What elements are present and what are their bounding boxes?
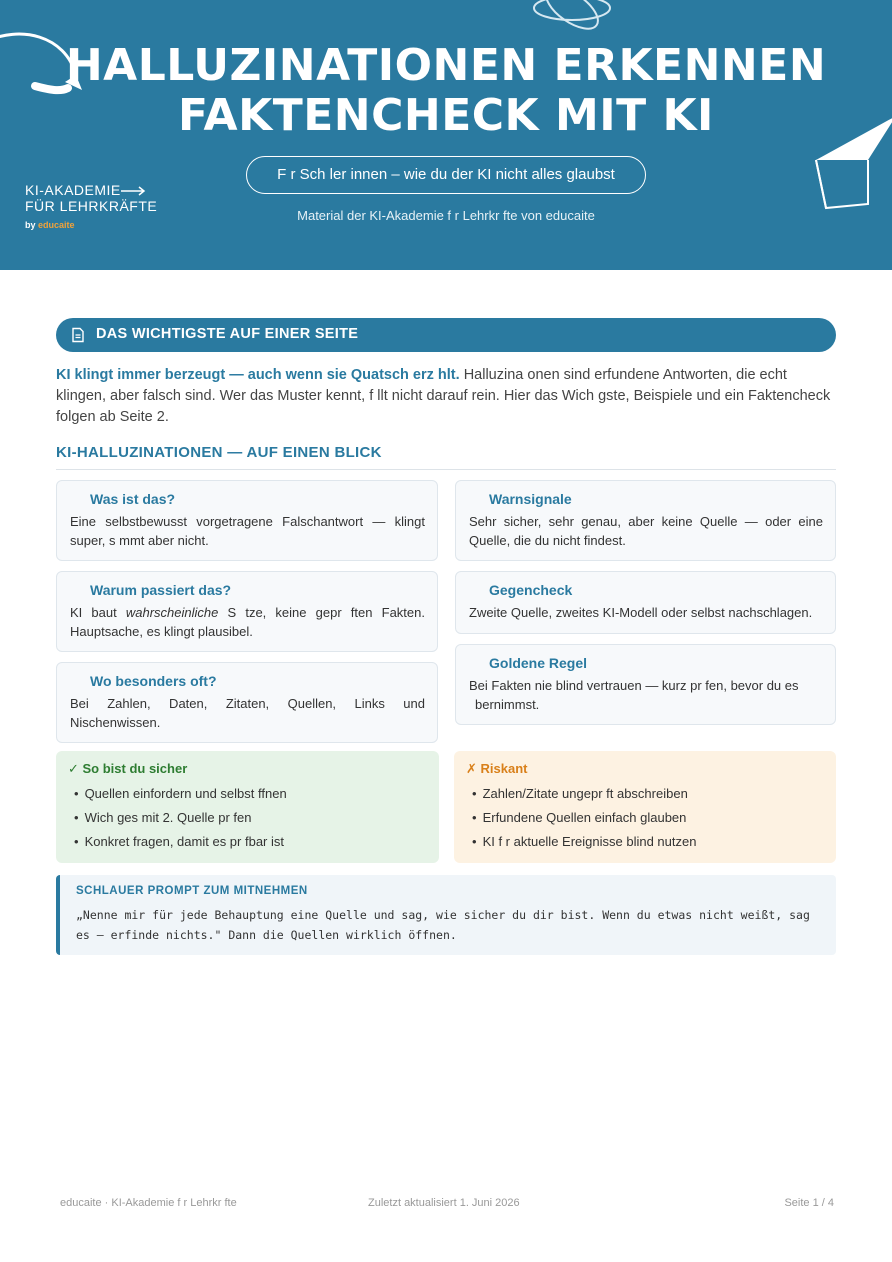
card-title: Was ist das?	[90, 491, 176, 507]
safe-box	[56, 751, 439, 863]
card-title: Warum passiert das?	[90, 582, 232, 598]
card-what	[56, 480, 438, 561]
card-body-line-1: Bei Fakten nie blind vertrauen — kurz pr fen, bevor du es	[469, 678, 799, 693]
card-body-post: S tze, keine gepr ften Fakten. Hauptsache, es klingt plausibel.	[70, 605, 425, 639]
arrow-right-icon	[121, 186, 147, 196]
overview-heading: KI-HALLUZINATIONEN — AUF EINEN BLICK	[56, 444, 382, 461]
risk-box-title: ✗ Riskant	[466, 761, 528, 776]
safe-box-title: ✓ So bist du sicher	[68, 761, 188, 776]
card-body: Eine selbstbewusst vorgetragene Falschantwort — klingt super, s mmt aber nicht.	[70, 514, 425, 548]
card-title: Warnsignale	[489, 491, 572, 507]
title-line-1: HALLUZINATIONEN ERKENNEN	[65, 40, 827, 91]
prompt-title: SCHLAUER PROMPT ZUM MITNEHMEN	[76, 885, 308, 897]
risk-box	[454, 751, 836, 863]
card-title: Wo besonders oft?	[90, 673, 217, 689]
prompt-text: „Nenne mir für jede Behauptung eine Quelle und sag, wie sicher du dir bist. Wenn du etwas nicht weißt, sag es — erfinde nichts." Dann die Quellen wirklich öffnen.	[76, 908, 810, 942]
card-body: Sehr sicher, sehr genau, aber keine Quelle — oder eine Quelle, die du nicht findest.	[469, 514, 823, 548]
logo-brand: educaite	[38, 220, 75, 230]
subtitle-pill: F r Sch ler innen – wie du der KI nicht alles glaubst	[246, 156, 646, 194]
document-icon	[70, 327, 86, 343]
card-body-emphasis: wahrscheinliche	[125, 605, 219, 620]
card-body-pre: KI baut	[70, 605, 126, 620]
card-body	[70, 603, 425, 641]
card-why	[56, 571, 438, 652]
list-item: • Erfundene Quellen einfach glauben	[472, 809, 824, 827]
logo-line-2: FÜR LEHRKRÄFTE	[25, 198, 158, 214]
intro-lead: KI klingt immer berzeugt — auch wenn sie Quatsch erz hlt.	[56, 367, 460, 383]
safe-list	[68, 785, 427, 851]
title-line-2: FAKTENCHECK MIT KI	[178, 90, 714, 141]
section-header	[56, 318, 836, 352]
footer-center: Zuletzt aktualisiert 1. Juni 2026	[368, 1197, 520, 1209]
divider	[56, 469, 836, 470]
logo	[25, 182, 157, 230]
logo-line-1-text: KI-AKADEMIE	[25, 182, 121, 198]
card-golden-rule	[455, 644, 836, 725]
risk-list	[466, 785, 824, 851]
logo-by: by	[25, 220, 39, 230]
footer-left: educaite · KI-Akademie f r Lehrkr fte	[60, 1197, 237, 1209]
card-body: Zweite Quelle, zweites KI-Modell oder selbst nachschlagen.	[469, 605, 813, 620]
list-item: • Zahlen/Zitate ungepr ft abschreiben	[472, 785, 824, 803]
card-warnings	[455, 480, 836, 561]
section-title: DAS WICHTIGSTE AUF EINER SEITE	[96, 326, 359, 342]
list-item: • Konkret fragen, damit es pr fbar ist	[74, 833, 427, 851]
card-body-line-2: bernimmst.	[475, 697, 540, 712]
card-title: Goldene Regel	[489, 655, 588, 671]
footer-page-number: Seite 1 / 4	[784, 1197, 834, 1209]
atom-decoration-icon	[522, 0, 622, 40]
intro-body: Halluzina onen sind erfundene Antworten, die echt klingen, aber falsch sind. Wer das Muster kennt, f llt nicht darauf rein. Hier das Wich gste, Beispiele und ein Faktencheck folgen ab Seite 2.	[56, 367, 831, 425]
card-body: Bei Zahlen, Daten, Zitaten, Quellen, Links und Nischenwissen.	[70, 696, 425, 730]
list-item: • KI f r aktuelle Ereignisse blind nutzen	[472, 833, 824, 851]
card-title: Gegencheck	[489, 582, 573, 598]
prompt-box	[56, 875, 836, 955]
card-body	[469, 676, 823, 714]
logo-line-1	[25, 182, 157, 198]
intro-paragraph	[56, 365, 836, 428]
card-where	[56, 662, 438, 743]
card-crosscheck	[455, 571, 836, 634]
list-item: • Wich ges mit 2. Quelle pr fen	[74, 809, 427, 827]
logo-byline	[25, 220, 157, 230]
header-banner	[0, 0, 892, 270]
material-line: Material der KI-Akademie f r Lehrkr fte von educaite	[297, 208, 595, 223]
list-item: • Quellen einfordern und selbst ffnen	[74, 785, 427, 803]
